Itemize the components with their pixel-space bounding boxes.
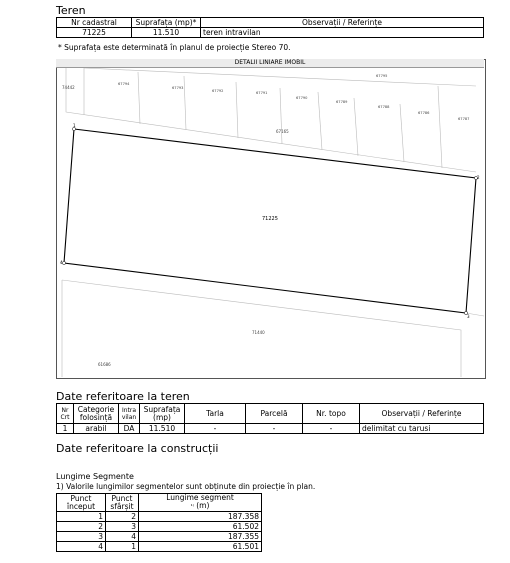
- segment-4-start: 4: [57, 542, 106, 552]
- section-title-date-teren: Date referitoare la teren: [56, 390, 190, 403]
- cell-nr-topo: -: [303, 424, 360, 434]
- segments-note: 1) Valorile lungimilor segmentelor sunt obținute din proiecție în plan.: [56, 482, 316, 491]
- header-lungime-segment: Lungime segment ¹⁾ (m): [139, 494, 262, 512]
- road-label: 67165: [276, 129, 289, 134]
- date-teren-table: [56, 403, 484, 434]
- header-observatii: Observații / Referințe: [360, 404, 484, 424]
- teren-note: * Suprafața este determinată în planul de proiecție Stereo 70.: [58, 43, 291, 52]
- header-suprafata: Suprafața (mp)*: [132, 18, 201, 28]
- segment-2-length: 61.502: [139, 522, 262, 532]
- cell-parcela: -: [246, 424, 303, 434]
- header-categorie: Categorie folosință: [74, 404, 119, 424]
- vertex-1-label: 1: [73, 123, 76, 128]
- cell-observatii: teren intravilan: [201, 28, 484, 38]
- header-nr-topo: Nr. topo: [303, 404, 360, 424]
- cell-suprafata: 11.510: [140, 424, 185, 434]
- header-suprafata: Suprafața (mp): [140, 404, 185, 424]
- north-neighbor-labels: [118, 74, 469, 121]
- segment-2-start: 2: [57, 522, 106, 532]
- svg-text:67795: 67795: [376, 74, 388, 78]
- neighbor-west-label: 74442: [62, 85, 75, 90]
- section-title-date-constructii: Date referitoare la construcții: [56, 442, 219, 455]
- svg-text:67788: 67788: [378, 105, 390, 109]
- cell-categorie: arabil: [74, 424, 119, 434]
- svg-text:67789: 67789: [336, 100, 348, 104]
- segment-1-end: 2: [106, 512, 139, 522]
- header-intravilan: Intra vilan: [119, 404, 140, 424]
- parcel-drawing: [56, 68, 484, 377]
- segments-table: [56, 493, 262, 552]
- segment-4-length: 61.501: [139, 542, 262, 552]
- segments-title: Lungime Segmente: [56, 472, 134, 481]
- cell-suprafata: 11.510: [132, 28, 201, 38]
- south-neighbors: [62, 280, 484, 377]
- svg-text:67794: 67794: [118, 82, 130, 86]
- segment-1-start: 1: [57, 512, 106, 522]
- svg-text:67787: 67787: [458, 117, 470, 121]
- svg-text:67791: 67791: [256, 91, 268, 95]
- header-punct-inceput: Punct început: [57, 494, 106, 512]
- parcel-id-label: 71225: [262, 216, 278, 222]
- vertex-4-label: 4: [60, 260, 63, 265]
- segment-3-length: 187.355: [139, 532, 262, 542]
- segment-4-end: 1: [106, 542, 139, 552]
- header-nr-cadastral: Nr cadastral: [57, 18, 132, 28]
- map-title: DETALII LINIARE IMOBIL: [56, 59, 484, 68]
- vertex-3-label: 3: [467, 314, 470, 319]
- vertex-2-label: 2: [477, 175, 480, 180]
- section-title-teren: Teren: [56, 4, 86, 17]
- segment-2-end: 3: [106, 522, 139, 532]
- svg-text:67786: 67786: [418, 111, 430, 115]
- neighbor-south2-label: 61686: [98, 362, 111, 367]
- cell-observatii: delimitat cu tarusi: [360, 424, 484, 434]
- segment-3-end: 4: [106, 532, 139, 542]
- neighbor-south-label: 71440: [252, 330, 265, 335]
- svg-text:67793: 67793: [172, 86, 184, 90]
- cell-tarla: -: [185, 424, 246, 434]
- header-observatii: Observații / Referințe: [201, 18, 484, 28]
- segment-1-length: 187.358: [139, 512, 262, 522]
- header-parcela: Parcelă: [246, 404, 303, 424]
- svg-text:67790: 67790: [296, 96, 308, 100]
- header-nr-crt: Nr Crt: [57, 404, 74, 424]
- teren-table: [56, 17, 484, 38]
- segment-3-start: 3: [57, 532, 106, 542]
- cell-nr-cadastral: 71225: [57, 28, 132, 38]
- cell-nr-crt: 1: [57, 424, 74, 434]
- svg-text:67792: 67792: [212, 89, 224, 93]
- header-punct-sfarsit: Punct sfârșit: [106, 494, 139, 512]
- header-tarla: Tarla: [185, 404, 246, 424]
- cell-intravilan: DA: [119, 424, 140, 434]
